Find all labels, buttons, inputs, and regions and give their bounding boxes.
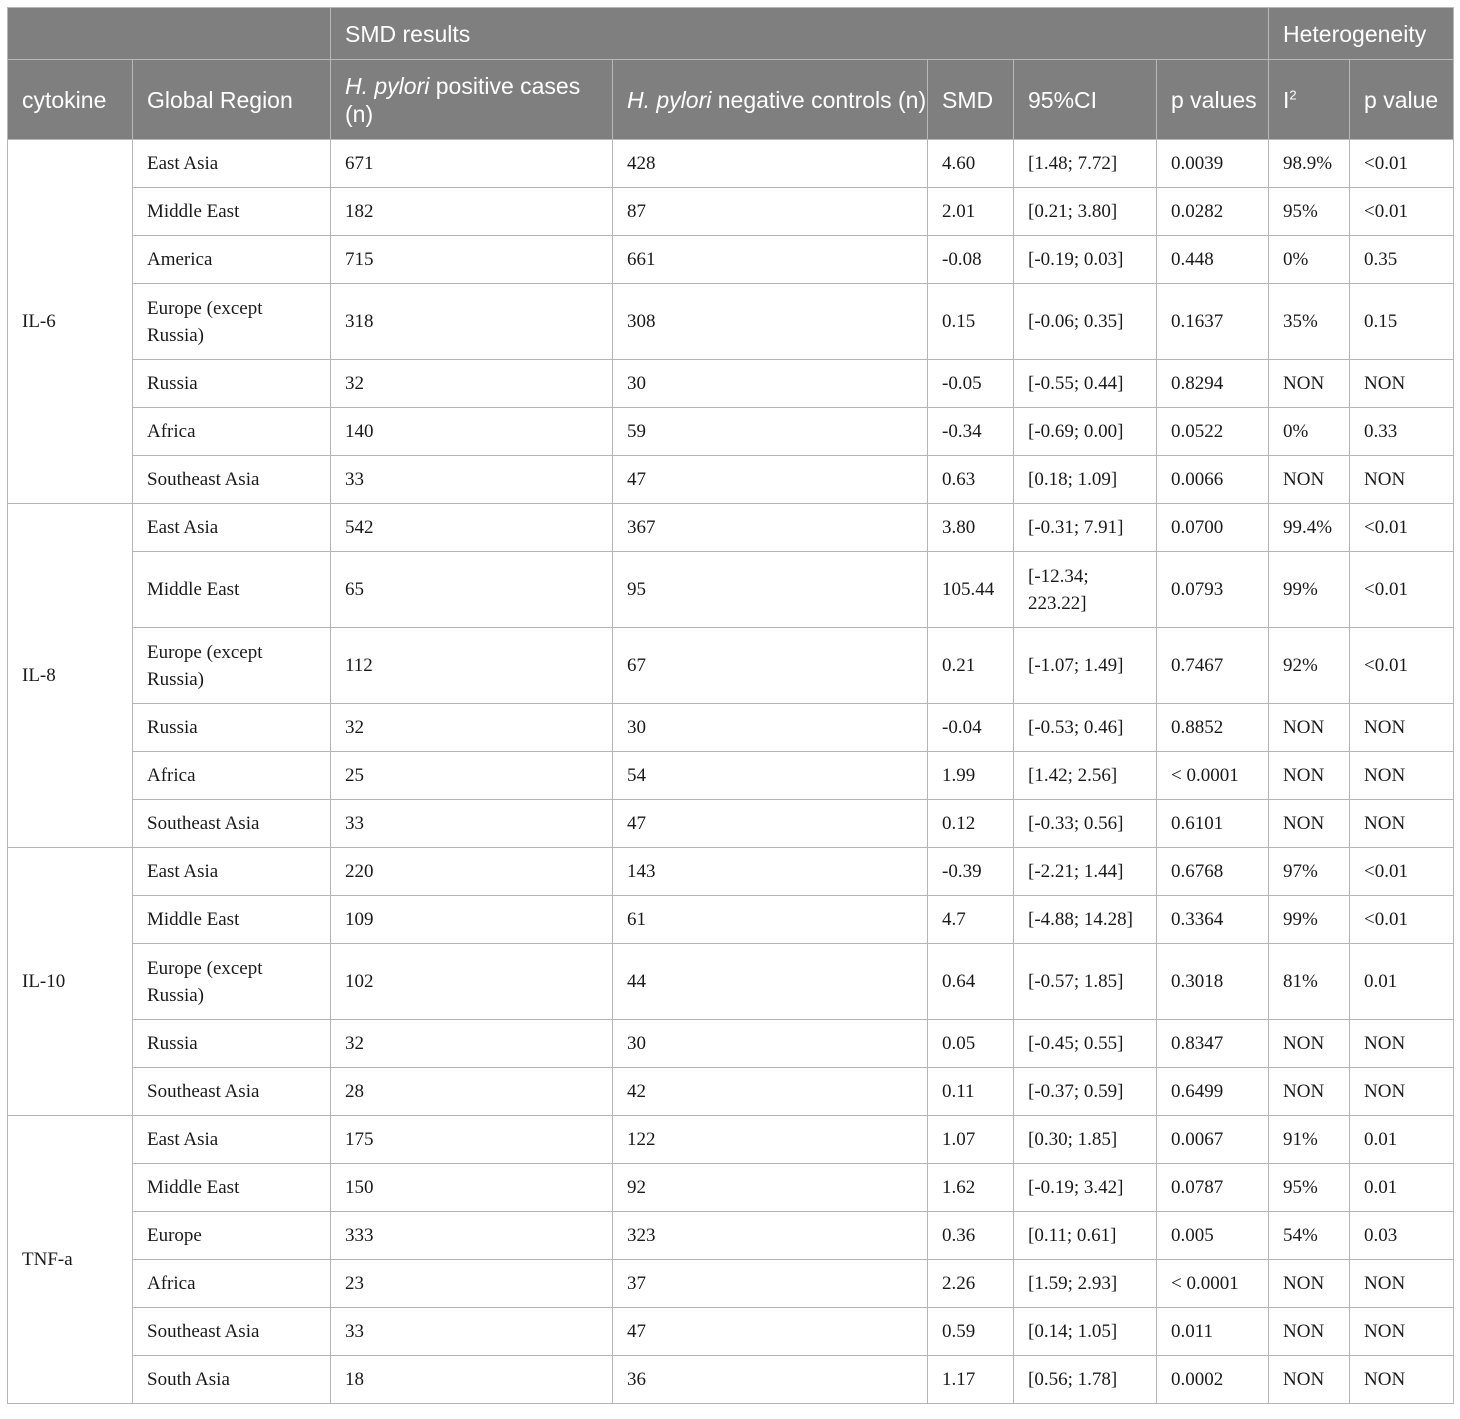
region-cell: Africa	[133, 752, 331, 800]
region-cell: East Asia	[133, 140, 331, 188]
i2-cell: NON	[1269, 456, 1350, 504]
table-row	[8, 236, 1454, 284]
i2-cell: NON	[1269, 360, 1350, 408]
region-cell: Europe	[133, 1212, 331, 1260]
heterogeneity-p-value-cell: 0.35	[1350, 236, 1454, 284]
smd-cell: 2.26	[928, 1260, 1014, 1308]
smd-cell: 0.36	[928, 1212, 1014, 1260]
heterogeneity-p-value-cell: NON	[1350, 704, 1454, 752]
table-row	[8, 704, 1454, 752]
i2-cell: 0%	[1269, 236, 1350, 284]
heterogeneity-p-value-cell: NON	[1350, 752, 1454, 800]
p-values-cell: < 0.0001	[1157, 1260, 1269, 1308]
smd-cell: -0.05	[928, 360, 1014, 408]
col-header-95ci: 95%CI	[1014, 60, 1157, 140]
table-row	[8, 360, 1454, 408]
i2-cell: NON	[1269, 1068, 1350, 1116]
i2-cell: 81%	[1269, 944, 1350, 1020]
ci-cell: [1.59; 2.93]	[1014, 1260, 1157, 1308]
negative-controls-cell: 30	[613, 704, 928, 752]
smd-cell: 0.21	[928, 628, 1014, 704]
positive-cases-cell: 109	[331, 896, 613, 944]
positive-cases-italic: H. pylori	[345, 72, 430, 99]
negative-controls-cell: 428	[613, 140, 928, 188]
header-smd-results: SMD results	[331, 8, 1269, 60]
col-header-positive-cases	[331, 60, 613, 140]
i2-cell: 91%	[1269, 1116, 1350, 1164]
p-values-cell: 0.1637	[1157, 284, 1269, 360]
col-header-p-values: p values	[1157, 60, 1269, 140]
negative-controls-label: negative controls (n)	[711, 86, 927, 113]
table-row	[8, 896, 1454, 944]
heterogeneity-p-value-cell: <0.01	[1350, 140, 1454, 188]
p-values-cell: 0.0700	[1157, 504, 1269, 552]
smd-cell: 105.44	[928, 552, 1014, 628]
i2-cell: 99.4%	[1269, 504, 1350, 552]
table-row	[8, 1116, 1454, 1164]
smd-cell: 3.80	[928, 504, 1014, 552]
ci-cell: [-1.07; 1.49]	[1014, 628, 1157, 704]
negative-controls-italic: H. pylori	[627, 86, 712, 113]
region-cell: Europe (except Russia)	[133, 628, 331, 704]
i2-cell: 97%	[1269, 848, 1350, 896]
negative-controls-cell: 44	[613, 944, 928, 1020]
region-cell: Southeast Asia	[133, 800, 331, 848]
results-table	[7, 7, 1454, 1404]
smd-cell: 4.60	[928, 140, 1014, 188]
smd-cell: -0.39	[928, 848, 1014, 896]
negative-controls-cell: 59	[613, 408, 928, 456]
smd-cell: 1.17	[928, 1356, 1014, 1404]
negative-controls-cell: 54	[613, 752, 928, 800]
heterogeneity-p-value-cell: <0.01	[1350, 628, 1454, 704]
smd-cell: 0.15	[928, 284, 1014, 360]
region-cell: Africa	[133, 1260, 331, 1308]
heterogeneity-p-value-cell: NON	[1350, 1308, 1454, 1356]
header-heterogeneity: Heterogeneity	[1269, 8, 1454, 60]
ci-cell: [0.30; 1.85]	[1014, 1116, 1157, 1164]
ci-cell: [-4.88; 14.28]	[1014, 896, 1157, 944]
table-row	[8, 1164, 1454, 1212]
cytokine-cell: IL-8	[8, 504, 133, 848]
positive-cases-cell: 33	[331, 800, 613, 848]
region-cell: Europe (except Russia)	[133, 944, 331, 1020]
p-values-cell: 0.8852	[1157, 704, 1269, 752]
positive-cases-cell: 175	[331, 1116, 613, 1164]
region-cell: Africa	[133, 408, 331, 456]
ci-cell: [-0.33; 0.56]	[1014, 800, 1157, 848]
negative-controls-cell: 37	[613, 1260, 928, 1308]
p-values-cell: < 0.0001	[1157, 752, 1269, 800]
smd-cell: 1.62	[928, 1164, 1014, 1212]
i2-cell: NON	[1269, 752, 1350, 800]
smd-cell: 0.63	[928, 456, 1014, 504]
smd-cell: -0.34	[928, 408, 1014, 456]
region-cell: East Asia	[133, 1116, 331, 1164]
positive-cases-cell: 150	[331, 1164, 613, 1212]
p-values-cell: 0.0067	[1157, 1116, 1269, 1164]
ci-cell: [-0.06; 0.35]	[1014, 284, 1157, 360]
p-values-cell: 0.0522	[1157, 408, 1269, 456]
negative-controls-cell: 143	[613, 848, 928, 896]
ci-cell: [-0.31; 7.91]	[1014, 504, 1157, 552]
ci-cell: [0.18; 1.09]	[1014, 456, 1157, 504]
region-cell: Middle East	[133, 896, 331, 944]
table-row	[8, 1020, 1454, 1068]
i2-cell: 0%	[1269, 408, 1350, 456]
negative-controls-cell: 61	[613, 896, 928, 944]
negative-controls-cell: 67	[613, 628, 928, 704]
ci-cell: [-0.19; 0.03]	[1014, 236, 1157, 284]
table-row	[8, 944, 1454, 1020]
results-table-container	[7, 7, 1453, 1404]
header-column-row	[8, 60, 1454, 140]
region-cell: Middle East	[133, 188, 331, 236]
i2-cell: 99%	[1269, 896, 1350, 944]
heterogeneity-p-value-cell: NON	[1350, 360, 1454, 408]
table-row	[8, 408, 1454, 456]
i2-base: I	[1283, 86, 1290, 113]
table-row	[8, 456, 1454, 504]
ci-cell: [-2.21; 1.44]	[1014, 848, 1157, 896]
table-row	[8, 1356, 1454, 1404]
positive-cases-cell: 33	[331, 456, 613, 504]
positive-cases-cell: 318	[331, 284, 613, 360]
table-row	[8, 848, 1454, 896]
negative-controls-cell: 308	[613, 284, 928, 360]
ci-cell: [-0.37; 0.59]	[1014, 1068, 1157, 1116]
heterogeneity-p-value-cell: NON	[1350, 1356, 1454, 1404]
heterogeneity-p-value-cell: <0.01	[1350, 896, 1454, 944]
p-values-cell: 0.0793	[1157, 552, 1269, 628]
region-cell: Southeast Asia	[133, 1308, 331, 1356]
table-row	[8, 1212, 1454, 1260]
ci-cell: [0.14; 1.05]	[1014, 1308, 1157, 1356]
table-row	[8, 800, 1454, 848]
smd-cell: 4.7	[928, 896, 1014, 944]
positive-cases-cell: 112	[331, 628, 613, 704]
table-row	[8, 1260, 1454, 1308]
i2-cell: 99%	[1269, 552, 1350, 628]
region-cell: America	[133, 236, 331, 284]
ci-cell: [-0.57; 1.85]	[1014, 944, 1157, 1020]
smd-cell: -0.04	[928, 704, 1014, 752]
ci-cell: [-12.34; 223.22]	[1014, 552, 1157, 628]
cytokine-cell: IL-10	[8, 848, 133, 1116]
table-row	[8, 1068, 1454, 1116]
region-cell: Europe (except Russia)	[133, 284, 331, 360]
heterogeneity-p-value-cell: NON	[1350, 456, 1454, 504]
cytokine-cell: TNF-a	[8, 1116, 133, 1404]
heterogeneity-p-value-cell: <0.01	[1350, 848, 1454, 896]
table-row	[8, 628, 1454, 704]
p-values-cell: 0.011	[1157, 1308, 1269, 1356]
i2-cell: 95%	[1269, 1164, 1350, 1212]
heterogeneity-p-value-cell: 0.01	[1350, 1164, 1454, 1212]
negative-controls-cell: 47	[613, 800, 928, 848]
header-blank-cell	[8, 8, 331, 60]
i2-cell: 54%	[1269, 1212, 1350, 1260]
negative-controls-cell: 47	[613, 456, 928, 504]
positive-cases-cell: 542	[331, 504, 613, 552]
p-values-cell: 0.7467	[1157, 628, 1269, 704]
i2-cell: 98.9%	[1269, 140, 1350, 188]
i2-cell: NON	[1269, 800, 1350, 848]
ci-cell: [1.48; 7.72]	[1014, 140, 1157, 188]
col-header-negative-controls	[613, 60, 928, 140]
negative-controls-cell: 661	[613, 236, 928, 284]
p-values-cell: 0.6101	[1157, 800, 1269, 848]
i2-cell: NON	[1269, 1356, 1350, 1404]
ci-cell: [0.11; 0.61]	[1014, 1212, 1157, 1260]
positive-cases-cell: 23	[331, 1260, 613, 1308]
positive-cases-cell: 32	[331, 704, 613, 752]
i2-cell: NON	[1269, 704, 1350, 752]
negative-controls-cell: 36	[613, 1356, 928, 1404]
heterogeneity-p-value-cell: 0.01	[1350, 1116, 1454, 1164]
smd-cell: 1.99	[928, 752, 1014, 800]
p-values-cell: 0.0039	[1157, 140, 1269, 188]
table-row	[8, 188, 1454, 236]
smd-cell: 0.12	[928, 800, 1014, 848]
col-header-p-value: p value	[1350, 60, 1454, 140]
heterogeneity-p-value-cell: NON	[1350, 1020, 1454, 1068]
heterogeneity-p-value-cell: NON	[1350, 800, 1454, 848]
region-cell: Russia	[133, 704, 331, 752]
heterogeneity-p-value-cell: NON	[1350, 1068, 1454, 1116]
smd-cell: 0.05	[928, 1020, 1014, 1068]
smd-cell: 0.59	[928, 1308, 1014, 1356]
negative-controls-cell: 87	[613, 188, 928, 236]
negative-controls-cell: 30	[613, 1020, 928, 1068]
p-values-cell: 0.6768	[1157, 848, 1269, 896]
region-cell: Russia	[133, 1020, 331, 1068]
table-body	[8, 140, 1454, 1404]
heterogeneity-p-value-cell: <0.01	[1350, 188, 1454, 236]
i2-cell: NON	[1269, 1308, 1350, 1356]
region-cell: East Asia	[133, 504, 331, 552]
region-cell: South Asia	[133, 1356, 331, 1404]
positive-cases-cell: 32	[331, 360, 613, 408]
negative-controls-cell: 47	[613, 1308, 928, 1356]
table-row	[8, 752, 1454, 800]
p-values-cell: 0.8347	[1157, 1020, 1269, 1068]
negative-controls-cell: 42	[613, 1068, 928, 1116]
table-header	[8, 8, 1454, 140]
heterogeneity-p-value-cell: 0.33	[1350, 408, 1454, 456]
table-row	[8, 552, 1454, 628]
positive-cases-cell: 333	[331, 1212, 613, 1260]
p-values-cell: 0.0282	[1157, 188, 1269, 236]
region-cell: East Asia	[133, 848, 331, 896]
i2-cell: 95%	[1269, 188, 1350, 236]
positive-cases-cell: 671	[331, 140, 613, 188]
p-values-cell: 0.005	[1157, 1212, 1269, 1260]
positive-cases-cell: 28	[331, 1068, 613, 1116]
smd-cell: 0.64	[928, 944, 1014, 1020]
p-values-cell: 0.8294	[1157, 360, 1269, 408]
ci-cell: [1.42; 2.56]	[1014, 752, 1157, 800]
positive-cases-cell: 140	[331, 408, 613, 456]
col-header-smd: SMD	[928, 60, 1014, 140]
p-values-cell: 0.3018	[1157, 944, 1269, 1020]
ci-cell: [-0.19; 3.42]	[1014, 1164, 1157, 1212]
ci-cell: [-0.69; 0.00]	[1014, 408, 1157, 456]
table-row	[8, 284, 1454, 360]
negative-controls-cell: 122	[613, 1116, 928, 1164]
negative-controls-cell: 95	[613, 552, 928, 628]
col-header-i2	[1269, 60, 1350, 140]
smd-cell: -0.08	[928, 236, 1014, 284]
negative-controls-cell: 92	[613, 1164, 928, 1212]
p-values-cell: 0.0066	[1157, 456, 1269, 504]
smd-cell: 1.07	[928, 1116, 1014, 1164]
i2-cell: NON	[1269, 1020, 1350, 1068]
region-cell: Southeast Asia	[133, 456, 331, 504]
p-values-cell: 0.0002	[1157, 1356, 1269, 1404]
positive-cases-cell: 102	[331, 944, 613, 1020]
positive-cases-cell: 220	[331, 848, 613, 896]
col-header-cytokine: cytokine	[8, 60, 133, 140]
positive-cases-cell: 25	[331, 752, 613, 800]
region-cell: Southeast Asia	[133, 1068, 331, 1116]
smd-cell: 0.11	[928, 1068, 1014, 1116]
table-row	[8, 140, 1454, 188]
table-row	[8, 504, 1454, 552]
positive-cases-cell: 715	[331, 236, 613, 284]
ci-cell: [0.56; 1.78]	[1014, 1356, 1157, 1404]
i2-cell: NON	[1269, 1260, 1350, 1308]
smd-cell: 2.01	[928, 188, 1014, 236]
negative-controls-cell: 367	[613, 504, 928, 552]
ci-cell: [-0.55; 0.44]	[1014, 360, 1157, 408]
i2-cell: 92%	[1269, 628, 1350, 704]
ci-cell: [-0.45; 0.55]	[1014, 1020, 1157, 1068]
ci-cell: [0.21; 3.80]	[1014, 188, 1157, 236]
region-cell: Russia	[133, 360, 331, 408]
positive-cases-cell: 182	[331, 188, 613, 236]
p-values-cell: 0.3364	[1157, 896, 1269, 944]
negative-controls-cell: 30	[613, 360, 928, 408]
i2-cell: 35%	[1269, 284, 1350, 360]
positive-cases-cell: 18	[331, 1356, 613, 1404]
heterogeneity-p-value-cell: 0.03	[1350, 1212, 1454, 1260]
negative-controls-cell: 323	[613, 1212, 928, 1260]
region-cell: Middle East	[133, 1164, 331, 1212]
p-values-cell: 0.448	[1157, 236, 1269, 284]
col-header-global-region: Global Region	[133, 60, 331, 140]
positive-cases-cell: 33	[331, 1308, 613, 1356]
heterogeneity-p-value-cell: <0.01	[1350, 552, 1454, 628]
region-cell: Middle East	[133, 552, 331, 628]
p-values-cell: 0.0787	[1157, 1164, 1269, 1212]
header-group-row	[8, 8, 1454, 60]
heterogeneity-p-value-cell: 0.01	[1350, 944, 1454, 1020]
positive-cases-cell: 65	[331, 552, 613, 628]
heterogeneity-p-value-cell: 0.15	[1350, 284, 1454, 360]
positive-cases-label: positive cases (n)	[345, 72, 581, 127]
heterogeneity-p-value-cell: <0.01	[1350, 504, 1454, 552]
p-values-cell: 0.6499	[1157, 1068, 1269, 1116]
positive-cases-cell: 32	[331, 1020, 613, 1068]
heterogeneity-p-value-cell: NON	[1350, 1260, 1454, 1308]
cytokine-cell: IL-6	[8, 140, 133, 504]
ci-cell: [-0.53; 0.46]	[1014, 704, 1157, 752]
table-row	[8, 1308, 1454, 1356]
i2-superscript: 2	[1289, 86, 1297, 102]
